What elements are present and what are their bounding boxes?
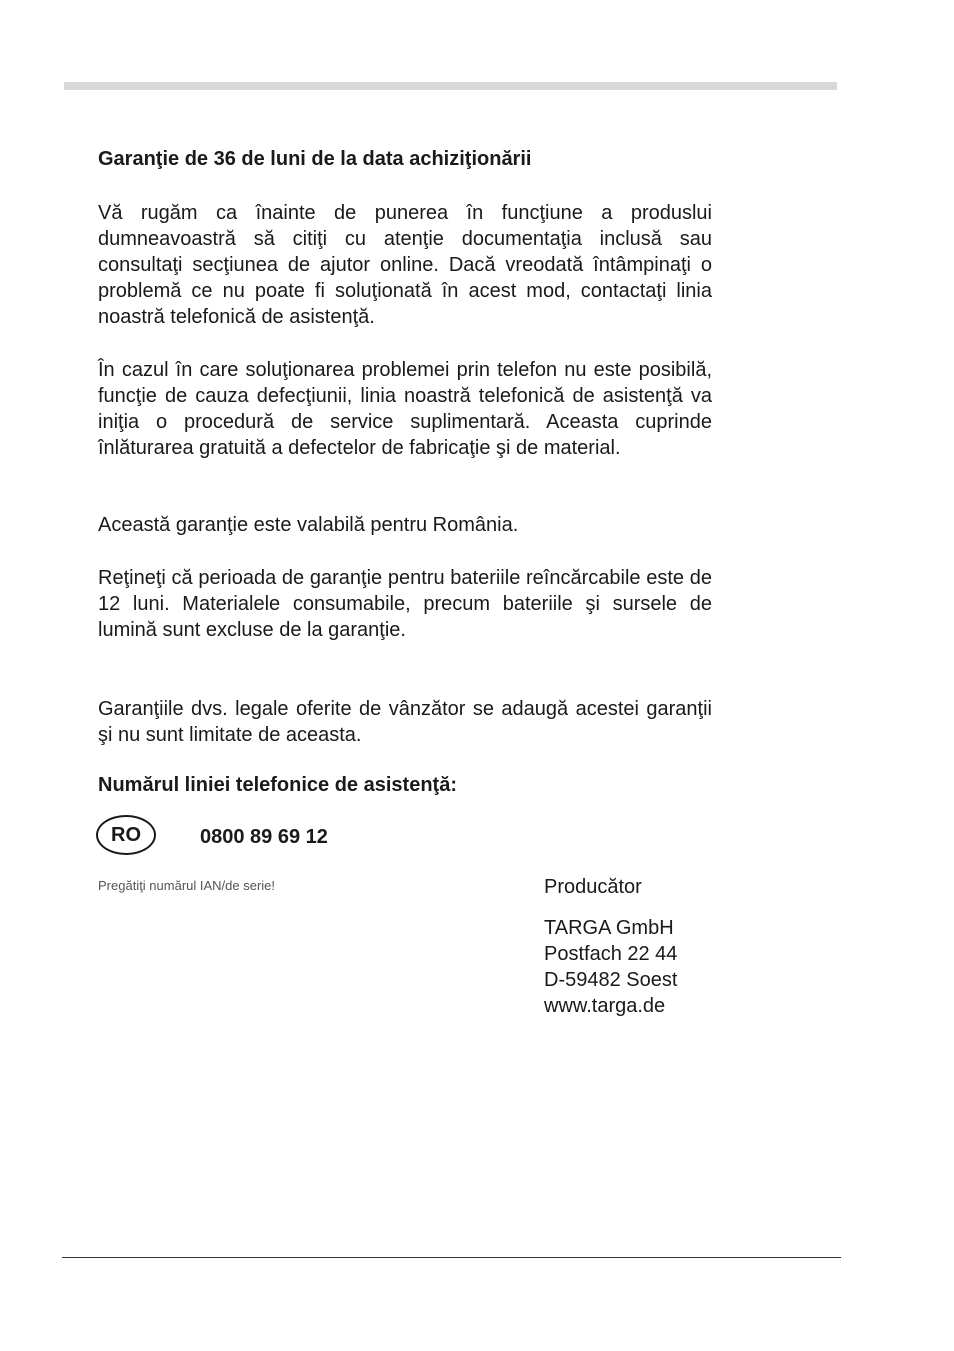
- footer-divider: [62, 1257, 841, 1258]
- country-code-label: RO: [111, 823, 141, 846]
- serial-number-note: Pregătiţi numărul IAN/de serie!: [98, 878, 276, 893]
- address-postbox: Postfach 22 44: [544, 943, 678, 965]
- paragraph-legal-rights: Garanţiile dvs. legale oferite de vânzător se adaugă acestei garanţii şi nu sunt limitate de aceasta.: [98, 698, 712, 746]
- manufacturer-label: Producător: [544, 876, 642, 898]
- country-code-badge: [96, 815, 156, 855]
- page-title: Garanţie de 36 de luni de la data achiziţionării: [98, 148, 532, 170]
- paragraph-instructions: Vă rugăm ca înainte de punerea în funcţiune a produslui dumneavoastră să citiţi cu atenţie documentaţia inclusă sau consultaţi secţiunea de ajutor online. Dacă vreodată întâmpinaţi o problemă ce nu poate fi soluţionată în acest mod, contactaţi linia noastră telefonică de asistenţă.: [98, 202, 712, 328]
- manufacturer-address: [544, 915, 677, 1019]
- address-website: www.targa.de: [544, 995, 666, 1017]
- paragraph-battery-warranty: Reţineţi că perioada de garanţie pentru bateriile reîncărcabile este de 12 luni. Materialele consumabile, precum bateriile şi sursele de lumină sunt excluse de la garanţie.: [98, 567, 712, 641]
- paragraph-validity: Această garanţie este valabilă pentru România.: [98, 514, 519, 536]
- address-city: D-59482 Soest: [544, 969, 678, 991]
- address-company: TARGA GmbH: [544, 917, 674, 939]
- paragraph-service-procedure: În cazul în care soluţionarea problemei prin telefon nu este posibilă, funcţie de cauza defecţiunii, linia noastră telefonică de asistenţă va iniţia o procedură de service suplimentară. Aceasta cuprinde înlăturarea gratuită a defectelor de fabricaţie şi de material.: [98, 359, 712, 459]
- hotline-title: Numărul liniei telefonice de asistenţă:: [98, 774, 457, 796]
- hotline-phone-number: 0800 89 69 12: [200, 826, 328, 848]
- header-bar: [64, 82, 837, 90]
